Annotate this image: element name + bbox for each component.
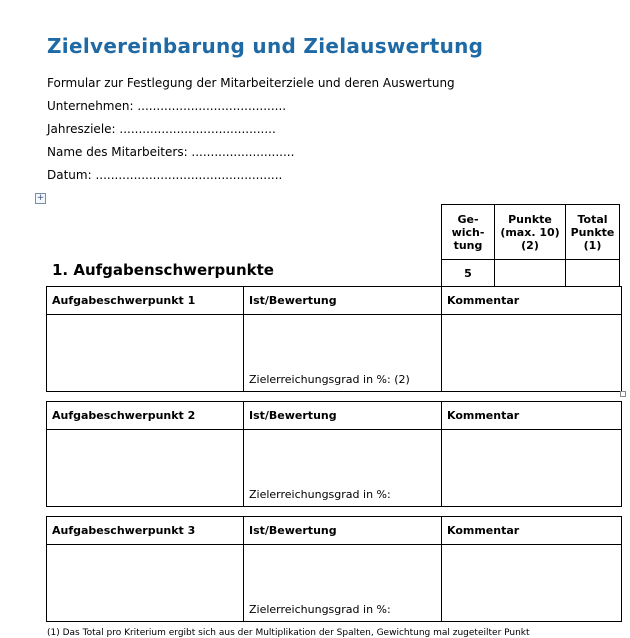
section-title: 1. Aufgabenschwerpunkte (52, 261, 274, 279)
field-unternehmen: Unternehmen: ....................................... (47, 99, 287, 113)
criterion-table-2 (46, 401, 622, 507)
kommentar-header: Kommentar (442, 287, 622, 315)
criterion-cell[interactable] (47, 315, 244, 392)
document-subtitle: Formular zur Festlegung der Mitarbeiterziele und deren Auswertung (47, 76, 455, 90)
table-move-handle-icon[interactable]: + (36, 193, 45, 203)
ist-header: Ist/Bewertung (244, 287, 442, 315)
total-value[interactable] (566, 260, 620, 287)
field-datum: Datum: ................................................. (47, 168, 283, 182)
ist-cell[interactable] (244, 545, 442, 622)
field-jahresziele: Jahresziele: ......................................... (47, 122, 276, 136)
header-total: Total Punkte (1) (566, 205, 620, 260)
footnote: (1) Das Total pro Kriterium ergibt sich aus der Multiplikation der Spalten, Gewichtung mal zugeteilter Punkt (47, 628, 530, 638)
ist-cell[interactable] (244, 430, 442, 507)
zielerreichung-label: Zielerreichungsgrad in %: (249, 488, 391, 501)
criterion-label: Aufgabeschwerpunkt 2 (47, 402, 244, 430)
criterion-table-3 (46, 516, 622, 622)
kommentar-header: Kommentar (442, 517, 622, 545)
table-resize-handle[interactable] (620, 391, 626, 397)
kommentar-header: Kommentar (442, 402, 622, 430)
score-table (441, 204, 620, 287)
document-title: Zielvereinbarung und Zielauswertung (47, 34, 484, 58)
punkte-value[interactable] (495, 260, 566, 287)
gewichtung-value[interactable]: 5 (442, 260, 495, 287)
field-mitarbeiter: Name des Mitarbeiters: ........................... (47, 145, 295, 159)
kommentar-cell[interactable] (442, 545, 622, 622)
criterion-label: Aufgabeschwerpunkt 3 (47, 517, 244, 545)
header-gewichtung: Ge- wich- tung (442, 205, 495, 260)
criterion-table-1 (46, 286, 622, 392)
criterion-cell[interactable] (47, 545, 244, 622)
kommentar-cell[interactable] (442, 430, 622, 507)
kommentar-cell[interactable] (442, 315, 622, 392)
zielerreichung-label: Zielerreichungsgrad in %: (249, 603, 391, 616)
ist-header: Ist/Bewertung (244, 517, 442, 545)
header-punkte: Punkte (max. 10) (2) (495, 205, 566, 260)
ist-header: Ist/Bewertung (244, 402, 442, 430)
zielerreichung-label: Zielerreichungsgrad in %: (2) (249, 373, 410, 386)
criterion-cell[interactable] (47, 430, 244, 507)
criterion-label: Aufgabeschwerpunkt 1 (47, 287, 244, 315)
ist-cell[interactable] (244, 315, 442, 392)
